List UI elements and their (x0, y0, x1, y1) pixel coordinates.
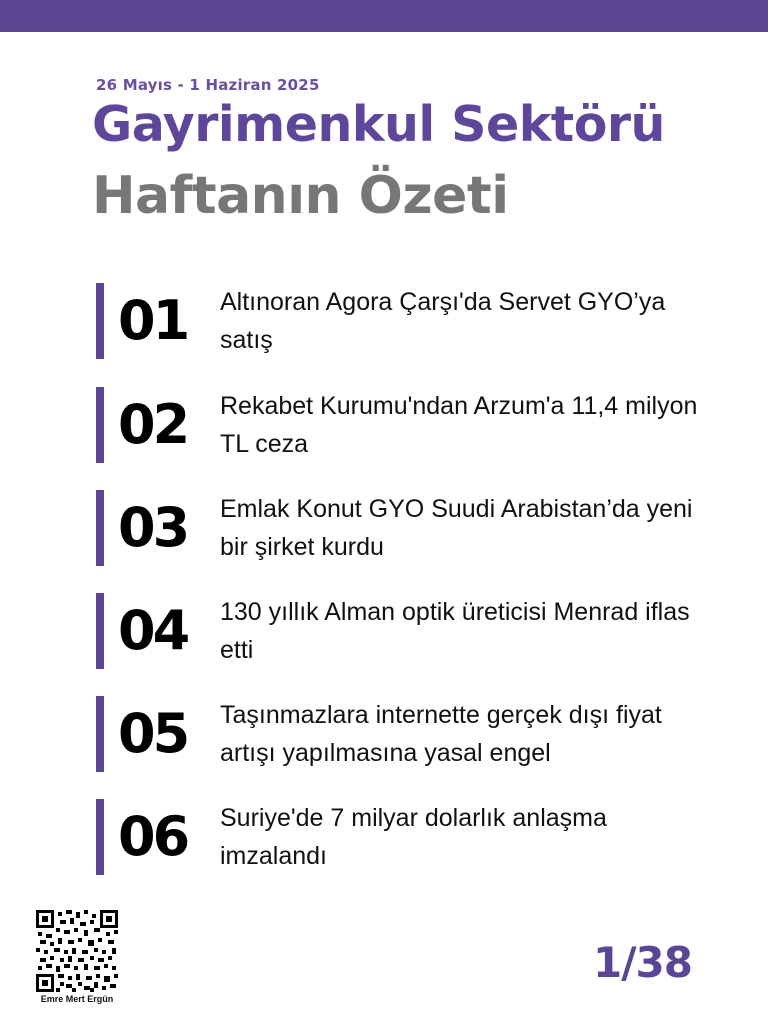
item-text: Suriye'de 7 milyar dolarlık anlaşma imzalandı (220, 804, 607, 870)
list-item (96, 387, 716, 463)
item-number: 05 (118, 702, 188, 765)
list-item (96, 283, 716, 359)
page-number: 1/38 (592, 938, 692, 987)
top-accent-bar (0, 0, 768, 32)
item-number: 02 (118, 393, 188, 456)
item-text: Altınoran Agora Çarşı'da Servet GYO’ya satış (220, 288, 666, 354)
item-number: 04 (118, 599, 188, 662)
item-text: Emlak Konut GYO Suudi Arabistan’da yeni bir şirket kurdu (220, 495, 693, 561)
item-accent-bar (96, 593, 104, 669)
page-title: Gayrimenkul Sektörü (92, 96, 665, 153)
item-number: 01 (118, 289, 188, 352)
item-accent-bar (96, 490, 104, 566)
item-accent-bar (96, 696, 104, 772)
list-item (96, 799, 716, 875)
qr-code-icon (36, 910, 118, 992)
item-number: 06 (118, 805, 188, 868)
item-text: Rekabet Kurumu'ndan Arzum'a 11,4 milyon TL ceza (220, 392, 698, 458)
item-accent-bar (96, 387, 104, 463)
item-number: 03 (118, 496, 188, 559)
author-name: Emre Mert Ergün (40, 994, 114, 1004)
list-item (96, 490, 716, 566)
list-item (96, 696, 716, 772)
list-item (96, 593, 716, 669)
item-accent-bar (96, 799, 104, 875)
item-text: Taşınmazlara internette gerçek dışı fiyat artışı yapılmasına yasal engel (220, 701, 662, 767)
item-text: 130 yıllık Alman optik üreticisi Menrad iflas etti (220, 598, 690, 664)
date-range: 26 Mayıs - 1 Haziran 2025 (96, 76, 320, 94)
item-accent-bar (96, 283, 104, 359)
page-subtitle: Haftanın Özeti (92, 166, 509, 226)
